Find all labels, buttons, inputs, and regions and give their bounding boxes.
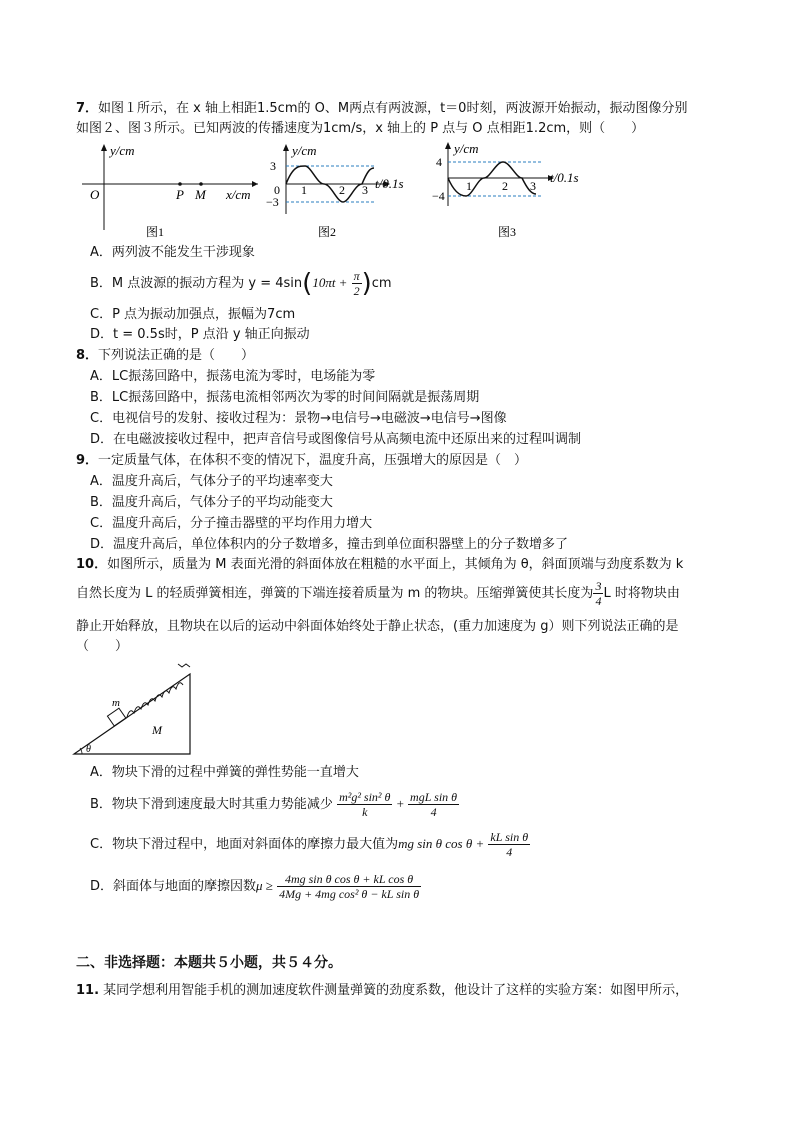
q9-option-c: C．温度升高后，分子撞击器壁的平均作用力增大 [90, 516, 373, 531]
q8-option-c: C．电视信号的发射、接收过程为：景物→电信号→电磁波→电信号→图像 [90, 411, 507, 426]
q10-optB-fraction1: $\frac{\text{m²g² sin² θ}}{k}$ [339, 790, 391, 819]
q7-option-a: A．两列波不能发生干涉现象 [90, 245, 255, 260]
q9-stem: 9．一定质量气体，在体积不变的情况下，温度升高，压强增大的原因是（ ） [76, 453, 528, 468]
spring-mount [178, 664, 190, 667]
q10-stem-line2: 自然长度为 L 的轻质弹簧相连，弹簧的下端连接着质量为 m 的物块。压缩弹簧使其长度为 $\frac{3}{4}$ L 时将物块由 [76, 579, 680, 608]
incline-triangle [74, 674, 190, 754]
fig3-wave [448, 162, 536, 196]
fig1-p-label: P [176, 187, 184, 202]
fig1-m-label: M [195, 187, 206, 202]
q9-option-a: A．温度升高后，气体分子的平均速率变大 [90, 474, 333, 489]
fig1-ylabel: y/cm [110, 143, 135, 158]
q10-option-b: B．物块下滑到速度最大时其重力势能减少 $\frac{\text{m²g² sin² θ}}{k}$ + $\frac{\text{mgL sin θ}}{4}$ [90, 790, 458, 819]
fig2-x3: 3 [362, 183, 368, 197]
q7-stem-line2: 如图２、图３所示。已知两波的传播速度为1cm/s，x 轴上的 P 点与 O 点相距1.2cm，则（ ） [76, 121, 645, 136]
theta-label: θ [86, 744, 91, 755]
fig3-x2: 2 [502, 179, 508, 193]
fig1-y-arrow [101, 144, 107, 151]
fig3-caption: 图3 [498, 225, 517, 239]
q10-stem-line3: 静止开始释放，且物块在以后的运动中斜面体始终处于静止状态，(重力加速度为 g）则下列说法正确的是 [76, 619, 679, 634]
q9-option-d: D．温度升高后，单位体积内的分子数增多，撞击到单位面积器壁上的分子数增多了 [90, 537, 569, 552]
q7-figure2 [266, 142, 426, 242]
q10-three-quarters-fraction: $\frac{3}{4}$ [595, 579, 602, 608]
fig3-ytop: 4 [436, 155, 442, 169]
q7-option-b: B．M 点波源的振动方程为 y = 4sin(10πt + $\frac{\pi}{2}$ )cm [90, 268, 392, 299]
fig3-x3: 3 [530, 179, 536, 193]
q7-stem-line1: 7．如图１所示，在 x 轴上相距1.5cm的 O、M两点有两波源，t＝0时刻，两波源开始振动，振动图像分别 [76, 101, 688, 116]
fig2-x0: 0 [274, 183, 280, 197]
q9-option-b: B．温度升高后，气体分子的平均动能变大 [90, 495, 333, 510]
fig3-x1: 1 [466, 179, 472, 193]
q7-option-d: D．t = 0.5s时，P 点沿 y 轴正向振动 [90, 327, 310, 342]
block-m-label: m [112, 697, 120, 709]
fig2-ylabel: y/cm [292, 143, 317, 158]
q10-option-c: C．物块下滑过程中，地面对斜面体的摩擦力最大值为mg sin θ cos θ + $\frac{\text{kL sin θ}}{4}$ [90, 830, 529, 859]
fig3-y-arrow [445, 142, 451, 149]
q7-optB-fraction: $\frac{\pi}{2}$ [353, 269, 360, 298]
fig3-ylabel: y/cm [454, 142, 479, 156]
fig2-ytop: 3 [270, 159, 276, 173]
q10-stem-line1: 10．如图所示，质量为 M 表面光滑的斜面体放在粗糙的水平面上，其倾角为 θ，斜面顶端与劲度系数为 k [76, 557, 684, 572]
q10-incline-figure [70, 660, 200, 760]
fig3-ybot: −4 [432, 189, 445, 203]
fig2-xlabel: t/0.1s [375, 176, 404, 191]
q10-option-d: D．斜面体与地面的摩擦因数μ ≥ $\frac{\text{4mg sin θ cos θ + kL cos θ}}{\text{4Mg + 4mg cos² θ − kL sin θ}}$ [90, 872, 420, 901]
q8-option-b: B．LC振荡回路中，振荡电流相邻两次为零的时间间隔就是振荡周期 [90, 390, 480, 405]
fig1-origin-label: O [90, 187, 100, 202]
fig1-point-m [199, 182, 203, 186]
q7-figure3 [432, 142, 602, 242]
fig1-xlabel: x/cm [226, 187, 251, 202]
q10-optD-fraction: $\frac{\text{4mg sin θ cos θ + kL cos θ}}{\text{4Mg + 4mg cos² θ − kL sin θ}}$ [279, 872, 420, 901]
fig1-point-p [178, 182, 182, 186]
fig2-ybot: −3 [266, 195, 279, 209]
fig2-x2: 2 [339, 183, 345, 197]
fig1-caption: 图1 [146, 225, 165, 239]
block-m [107, 708, 125, 726]
section2-title: 二、非选择题：本题共５小题，共５４分。 [76, 955, 342, 971]
q11-stem: 11. 某同学想利用智能手机的测加速度软件测量弹簧的劲度系数，他设计了这样的实验方案：如图甲所示， [76, 983, 689, 998]
incline-M-label: M [152, 723, 162, 737]
fig1-x-arrow [252, 181, 258, 187]
q7-number: 7． [76, 101, 99, 116]
fig3-xlabel: t/0.1s [550, 170, 579, 185]
q7-figure1 [76, 142, 266, 242]
fig2-caption: 图2 [318, 225, 337, 239]
q10-optC-fraction: $\frac{\text{kL sin θ}}{4}$ [490, 830, 529, 859]
q8-stem: 8．下列说法正确的是（ ） [76, 348, 255, 363]
q10-optB-fraction2: $\frac{\text{mgL sin θ}}{4}$ [410, 790, 458, 819]
q8-option-a: A．LC振荡回路中，振荡电流为零时，电场能为零 [90, 369, 376, 384]
fig2-y-arrow [283, 144, 289, 151]
q10-stem-line4: （ ） [76, 639, 129, 654]
q10-option-a: A．物块下滑的过程中弹簧的弹性势能一直增大 [90, 765, 359, 780]
q8-option-d: D．在电磁波接收过程中，把声音信号或图像信号从高频电流中还原出来的过程叫调制 [90, 432, 582, 447]
fig2-x1: 1 [301, 183, 307, 197]
q7-option-c: C．P 点为振动加强点，振幅为7cm [90, 307, 296, 322]
